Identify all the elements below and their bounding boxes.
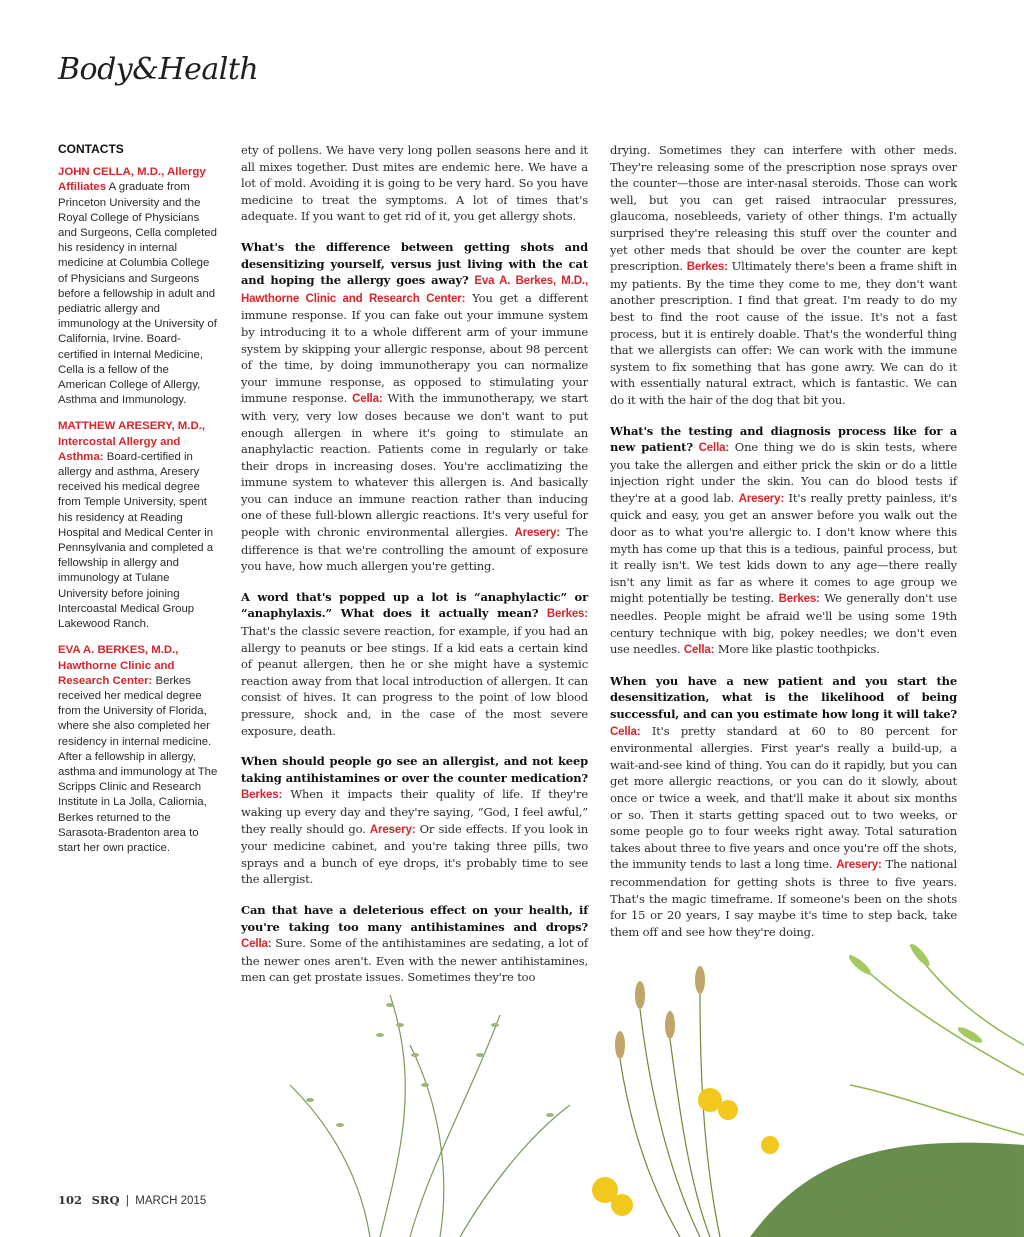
article-column-3 [610,142,957,954]
answer-text: That's the classic severe reaction, for example, if you had an allergy to peanuts or bee stings. If a kid eats a certain kind of peanut allergen, then he or she might have a systemic reaction away from that local introduction of allergen. It can consist of hives. It can progress to the point of low blood pressure, shock and, in the case of the most severe exposure, death. [241,624,588,738]
wheat-ears-illustration [847,942,984,1046]
speaker-label: Berkes: [686,261,728,274]
speaker-label: Berkes: [241,789,283,802]
section-title: Body&Health [58,52,259,87]
article-column-2 [241,142,588,1000]
answer-text: With the immunotherapy, we start with very, very low doses because we don't want to put enough allergen in where it's going to stimulate an anaphylactic reaction. Patients come in regularly or take their drops in increasing doses. You're acclimatizing the immune system to whatever this allergen is. And basically you can induce an immune reaction rather than inducing one of these full-blown allergic reactions. It's very useful for people with chronic environmental allergies. [241,391,588,540]
speaker-label: Aresery: [369,823,416,836]
contact-name: MATTHEW ARESERY, M.D., Intercostal Allergy and Asthma: [58,420,206,463]
answer-text: We generally don't use needles. People might be afraid we'll be using some 19th century technique with big, pokey needles; we don't even use needles. [610,591,958,657]
speaker-label: Cella: [241,938,272,951]
question: A word that's popped up a lot is “anaphylactic” or “anaphylaxis.” What does it actually mean? [241,589,588,621]
paragraph-text: drying. Sometimes they can interfere with other meds. They're releasing some of the prescription nose sprays over the counter—those are inter-nasal steroids. Those can work well, but you can get raised intraocular pressures, glaucoma, nosebleeds, variety of other things. I'm actually surprised they're releasing this stuff over the counter and yet other meds that should be over the counter are kept prescription. [610,143,957,274]
answer-text: It's pretty standard at 60 to 80 percent for environmental allergies. First year's really a build-up, a wait-and-see kind of thing. You can do it rapidly, but you can get more allergic reactions, or you can do it slowly, about once or twice a week, and that'll make it about six months or so. Then it starts getting spaced out to two weeks, or some people go to four weeks right away. Total saturation takes about three to five years and once you're off the shots, the immunity tends to last a long time. [610,723,957,872]
speaker-label: Aresery: [836,859,882,872]
contact-bio: Berkes received her medical degree from the University of Florida, where she also completed her residency in internal medicine. After a fellowship in allergy, asthma and immunology at The Scripps Clinic and Research Institute in La Jolla, Caliornia, Berkes returned to the Sarasota-Bradenton area to start her own practice. [58,674,218,854]
qa-block [241,589,588,739]
issue-date: MARCH 2015 [135,1195,207,1207]
answer-text: Sure. Some of the antihistamines are sedating, a lot of the newer ones aren't. Even with the newer antihistamines, men can get prostate issues. Sometimes they're too [241,936,588,985]
answer-text: One thing we do is skin tests, where you take the allergen and either prick the skin or do a little injection right under the skin. You can do blood tests if they're at a good lab. [610,440,957,505]
magazine-name: SRQ [91,1193,120,1207]
leaves-illustration [750,1143,1024,1237]
answer-text: The national recommendation for getting shots is three to five years. That's the magic timeframe. If someone's been on the shots for 15 or 20 years, I say maybe it's time to step back, take them off and see how they're doing. [610,857,958,939]
speaker-label: Berkes: [778,593,820,606]
contact-bio: Board-certified in allergy and asthma, Aresery received his medical degree from Temple University, spent his residency at Reading Hospital and Medical Center in Pennsylvania and completed a fellowship in allergy and immunology at Tulane University before joining Intercoastal Medical Group Lakewood Ranch. [58,450,214,631]
qa-block [241,753,588,888]
grass-stems-illustration [290,995,570,1237]
contact-name: JOHN CELLA, M.D., Allergy Affiliates [58,166,206,194]
speaker-label: Eva A. Berkes, M.D., Hawthorne Clinic and Research Center: [241,275,588,305]
answer-text: Ultimately there's been a frame shift in my patients. By the time they come to me, they don't want another prescription. I find that great. I'm ready to do my best to find the root cause of the issue. It's not a fast process, but it is entirely doable. That's the wonderful thing that we allergists can offer: We can work with the immune system to fix something that has gone awry. We can do it with essentially natural extract, which is fantastic. We can do it with the hair of the dog that bit you. [610,259,957,407]
answer-text: When it impacts their quality of life. If they're waking up every day and they're saying, “God, I feel awful,” they really should go. [241,787,588,836]
question: What's the testing and diagnosis process like for a new patient? [610,423,957,455]
wheat-illustration [850,945,1024,1135]
page-footer [58,1193,206,1207]
qa-block [610,673,957,941]
speaker-label: Cella: [683,644,715,657]
answer-text: Or side effects. If you look in your medicine cabinet, and you're taking three pills, two sprays and a bunch of eye drops, it's probably time to see the allergist. [241,821,588,887]
speaker-label: Aresery: [738,492,785,505]
contacts-sidebar [58,142,218,867]
speaker-label: Cella: [352,393,383,406]
question: Can that have a deleterious effect on your health, if you're taking too many antihistamines and drops? [241,902,588,934]
paragraph-text: ety of pollens. We have very long pollen seasons here and it all mixes together. Dust mites are endemic here. We have a lot of mold. Avoiding it is going to be very hard. So you have medicine to treat the symptoms. A lot of times that's adequate. If you want to get rid of it, you get allergy shots. [241,143,588,224]
question: When you have a new patient and you start the desensitization, what is the likelihood of being successful, and can you estimate how long it will take? [610,673,957,721]
contact-bio: A graduate from Princeton University and the Royal College of Physicians and Surgeons, Cella completed his residency in internal medicine at Columbia College of Physicians and Surgeons before a fellowship in adult and pediatric allergy and immunology at the University of California, Irvine. Board-certified in Internal Medicine, Cella is a fellow of the American College of Allergy, Asthma and Immunology. [58,181,217,407]
qa-block [241,239,588,575]
page-number: 102 [58,1193,83,1207]
speaker-label: Cella: [610,725,641,738]
contact-name: EVA A. BERKES, M.D., Hawthorne Clinic and Research Center: [58,644,179,687]
answer-text: More like plastic toothpicks. [714,642,880,657]
herbs-photo [250,935,1024,1237]
speaker-label: Berkes: [546,608,588,621]
question: When should people go see an allergist, and not keep taking antihistamines or over the counter medication? [241,754,588,785]
qa-block [610,423,957,659]
paragraph [241,142,588,225]
grass-seeds-illustration [306,1003,554,1127]
contacts-heading: CONTACTS [58,142,124,156]
yellow-flowers-illustration [592,1088,779,1216]
question: What's the difference between getting shots and desensitizing yourself, versus just living with the cat and hoping the allergy goes away? [241,239,588,288]
speaker-label: Cella: [698,442,730,455]
footer-separator: | [125,1195,129,1207]
qa-block [610,142,957,409]
contact-berkes [58,643,218,856]
contact-cella [58,165,218,408]
plantain-spikes-illustration [615,966,705,1059]
speaker-label: Aresery: [514,527,560,540]
answer-text: The difference is that we're controlling the amount of exposure you have, how much allergen you're getting. [241,525,588,574]
answer-text: You get a different immune response. If you can fake out your immune system by introducing it to a whole different arm of your immune system by skipping your allergic response, about 98 percent of the time, by doing immunotherapy you can normalize your immune response, as opposed to stimulating your immune response. [241,290,588,406]
contact-aresery [58,419,218,632]
answer-text: It's really pretty painless, it's quick and easy, you get an answer before you walk out the door as to what you're allergic to. I don't know where this myth has come up that this is a tedious, painful process, but it really isn't. We test kids down to any age—there really isn't any limit as far as where it comes to age group we might potentially be testing. [610,490,957,606]
